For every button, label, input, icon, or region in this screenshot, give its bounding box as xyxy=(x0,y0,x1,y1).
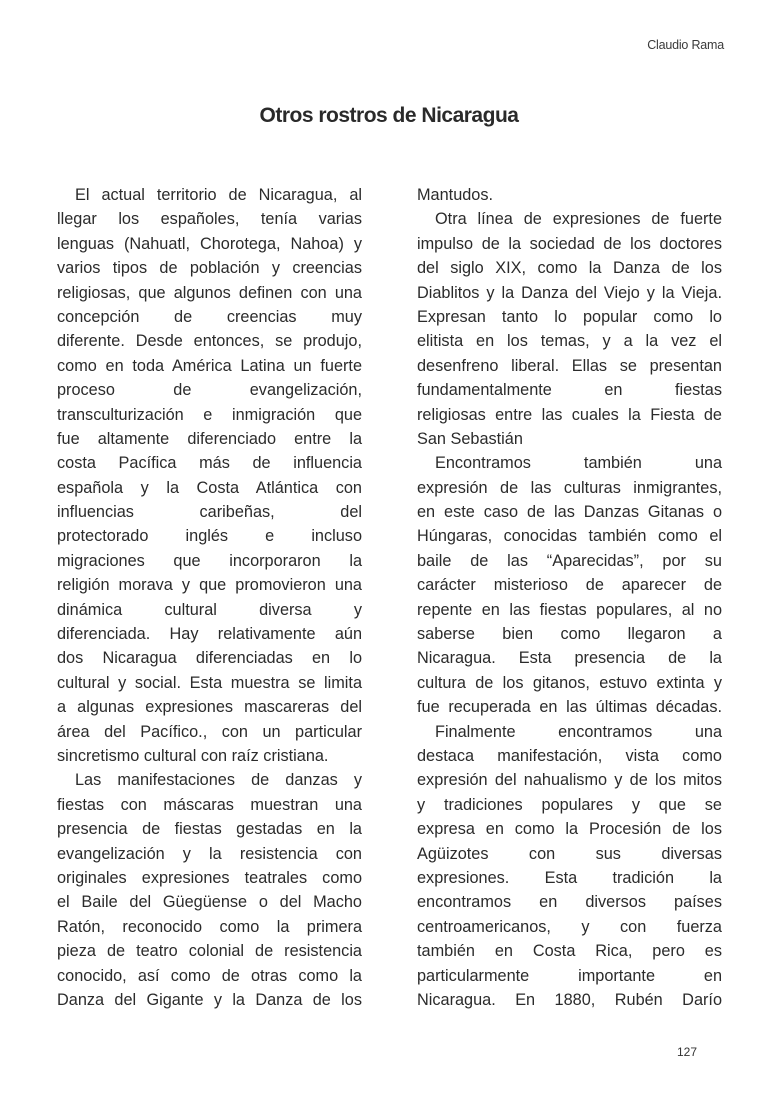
text-line: Encontramos también una xyxy=(435,454,722,473)
text-line: Diablitos y la Danza del Viejo y la Vieja. xyxy=(417,283,722,302)
text-line: dos Nicaragua diferenciadas en lo xyxy=(57,649,362,668)
text-line: a algunas expresiones mascareras del xyxy=(57,698,362,717)
text-line: saberse bien como llegaron a xyxy=(417,625,722,644)
text-line: expresiones. Esta tradición la xyxy=(417,868,722,887)
text-line: desenfreno liberal. Ellas se presentan xyxy=(417,356,722,375)
chapter-title: Otros rostros de Nicaragua xyxy=(259,104,519,127)
text-line: en este caso de las Danzas Gitanas o xyxy=(417,503,722,522)
text-line: área del Pacífico., con un particular xyxy=(57,722,362,741)
text-line: centroamericanos, y con fuerza xyxy=(417,917,722,936)
text-line: destaca manifestación, vista como xyxy=(417,746,722,765)
text-line: Húngaras, conocidas también como el xyxy=(417,527,722,546)
page-number: 127 xyxy=(677,1045,698,1059)
text-line: baile de las “Aparecidas”, por su xyxy=(417,551,722,570)
text-line: el Baile del Güegüense o del Macho xyxy=(57,893,362,912)
text-line: fue recuperada en las últimas décadas. xyxy=(417,698,722,717)
text-line: llegar los españoles, tenía varias xyxy=(57,210,362,229)
text-line: Nicaragua. En 1880, Rubén Darío xyxy=(417,990,722,1009)
running-head-author: Claudio Rama xyxy=(647,38,724,52)
text-line: expresión del nahualismo y de los mitos xyxy=(417,771,722,790)
text-line: Otra línea de expresiones de fuerte xyxy=(435,210,722,229)
text-line: repente en las fiestas populares, al no xyxy=(417,600,722,619)
text-line: varios tipos de población y creencias xyxy=(57,259,362,278)
text-line: del siglo XIX, como la Danza de los xyxy=(417,259,722,278)
text-line: fiestas con máscaras muestran una xyxy=(57,795,362,814)
right-column xyxy=(417,183,722,1012)
text-line: lenguas (Nahuatl, Chorotega, Nahoa) y xyxy=(57,234,362,253)
text-line: particularmente importante en xyxy=(417,966,722,985)
text-line: sincretismo cultural con raíz cristiana. xyxy=(57,746,329,765)
text-line: carácter misterioso de aparecer de xyxy=(417,576,722,595)
text-line: diferente. Desde entonces, se produjo, xyxy=(57,332,362,351)
text-line: encontramos en diversos países xyxy=(417,893,722,912)
text-line: dinámica cultural diversa y xyxy=(57,600,362,619)
text-line: Expresan tanto lo popular como lo xyxy=(417,307,722,326)
text-line: Ratón, reconocido como la primera xyxy=(57,917,362,936)
text-line: fue altamente diferenciado entre la xyxy=(57,429,362,448)
text-line: española y la Costa Atlántica con xyxy=(57,478,362,497)
text-line: Nicaragua. Esta presencia de la xyxy=(417,649,722,668)
text-line: Mantudos. xyxy=(417,186,494,204)
text-line: pieza de teatro colonial de resistencia xyxy=(57,942,362,961)
text-line: transculturización e inmigración que xyxy=(57,405,362,424)
text-line: impulso de la sociedad de los doctores xyxy=(417,234,722,253)
text-line: presencia de fiestas gestadas en la xyxy=(57,820,362,839)
text-line: originales expresiones teatrales como xyxy=(57,868,362,887)
text-line: también en Costa Rica, pero es xyxy=(417,942,722,961)
text-line: conocido, así como de otras como la xyxy=(57,966,362,985)
text-line: religiosas entre las cuales la Fiesta de xyxy=(417,405,722,424)
text-line: El actual territorio de Nicaragua, al xyxy=(75,186,362,204)
text-line: Finalmente encontramos una xyxy=(435,722,722,741)
text-line: cultura de los gitanos, estuvo extinta y xyxy=(417,673,722,692)
text-line: evangelización y la resistencia con xyxy=(57,844,362,863)
text-line: Danza del Gigante y la Danza de los xyxy=(57,990,362,1009)
text-line: como en toda América Latina un fuerte xyxy=(57,356,362,375)
text-line: protectorado inglés e incluso xyxy=(57,527,362,546)
text-line: fundamentalmente en fiestas xyxy=(417,381,722,400)
text-line: religión morava y que promovieron una xyxy=(57,576,362,595)
text-line: cultural y social. Esta muestra se limita xyxy=(57,673,362,692)
text-line: Agüizotes con sus diversas xyxy=(417,844,722,863)
text-line: religiosas, que algunos definen con una xyxy=(57,283,362,302)
text-line: y tradiciones populares y que se xyxy=(417,795,722,814)
text-line: expresa en como la Procesión de los xyxy=(417,820,722,839)
text-line: concepción de creencias muy xyxy=(57,307,362,326)
text-line: San Sebastián xyxy=(417,429,523,448)
text-line: influencias caribeñas, del xyxy=(57,503,362,522)
text-line: Las manifestaciones de danzas y xyxy=(75,771,362,790)
left-column xyxy=(57,183,362,1012)
text-line: expresión de las culturas inmigrantes, xyxy=(417,478,722,497)
text-line: proceso de evangelización, xyxy=(57,381,362,400)
text-line: costa Pacífica más de influencia xyxy=(57,454,362,473)
text-line: diferenciada. Hay relativamente aún xyxy=(57,625,362,644)
text-line: migraciones que incorporaron la xyxy=(57,551,362,570)
text-line: elitista en los temas, y a la vez el xyxy=(417,332,722,351)
